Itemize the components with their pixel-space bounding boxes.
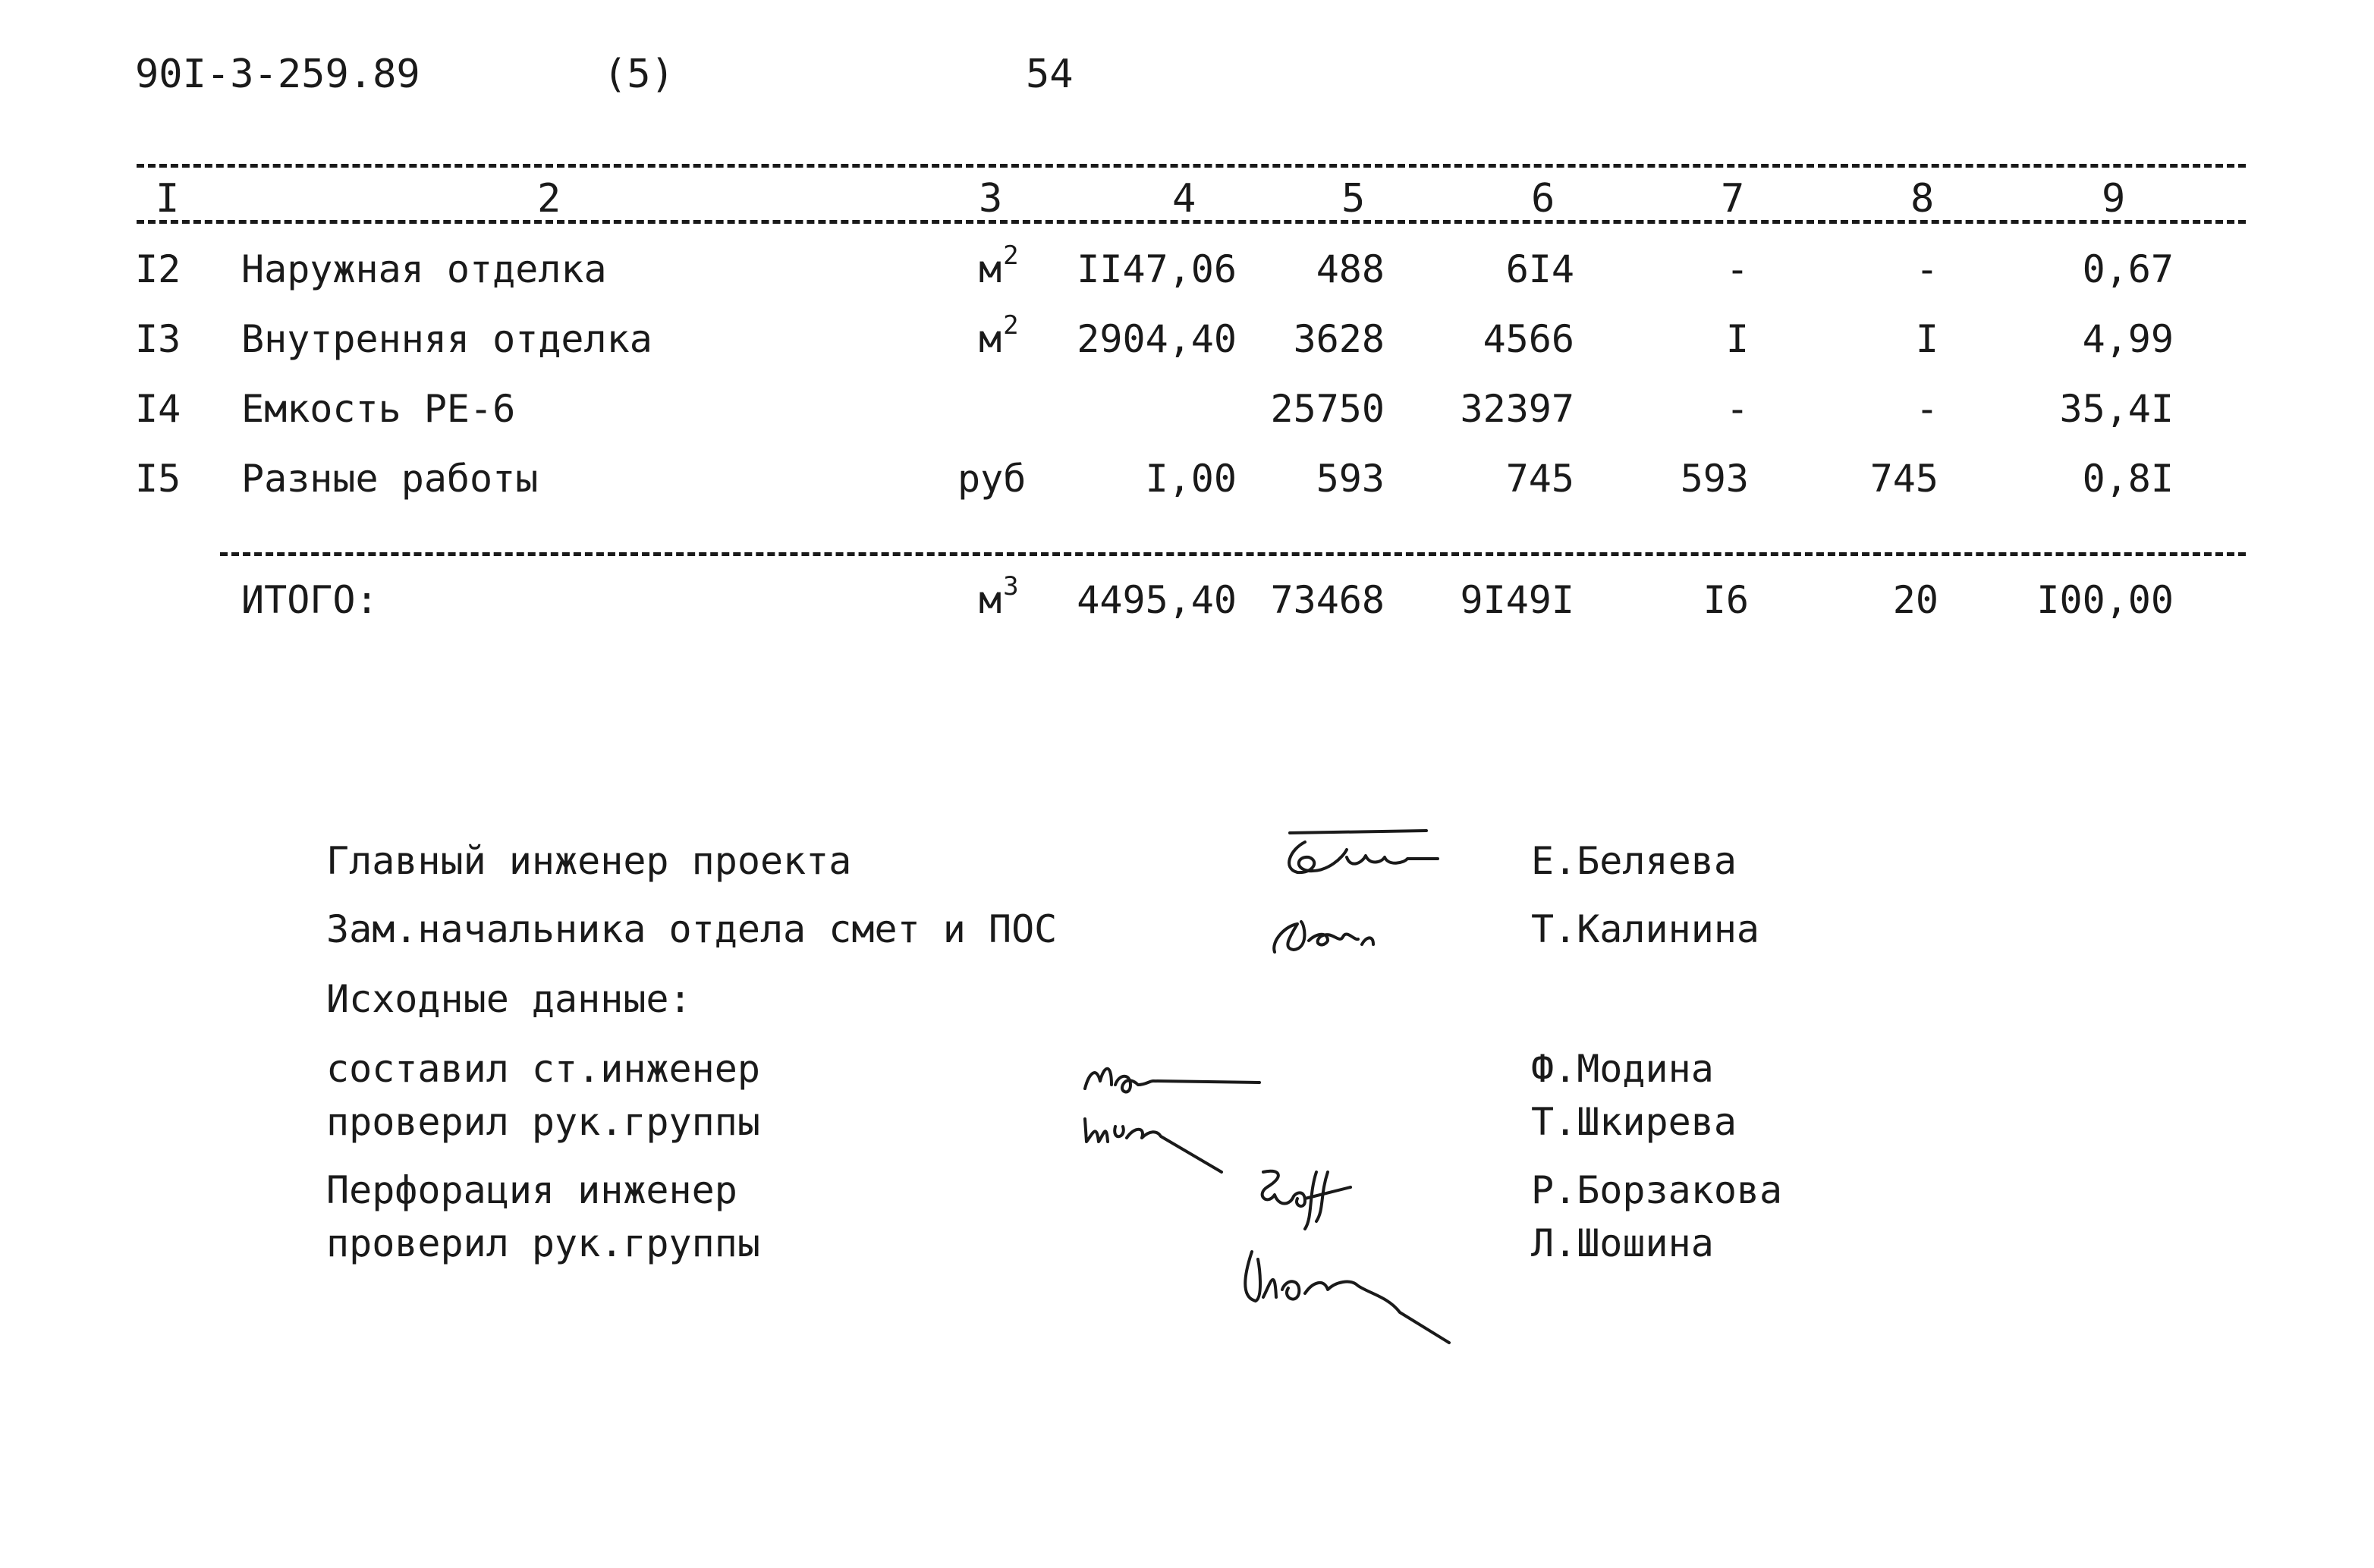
table-row bbox=[0, 457, 2374, 505]
document-code: 90I-3-259.89 bbox=[135, 52, 420, 97]
total-cost-7: I6 bbox=[1703, 578, 1749, 622]
total-unit: $м^3$ bbox=[979, 571, 1019, 622]
signatory-name: Т.Шкирева bbox=[1531, 1100, 1737, 1144]
table-row bbox=[0, 387, 2374, 435]
row-name: Наружная отделка bbox=[241, 247, 607, 291]
row-number: I3 bbox=[135, 317, 181, 361]
row-percent: 0,67 bbox=[2082, 247, 2174, 291]
signatory-name: Е.Беляева bbox=[1531, 839, 1737, 883]
row-percent: 0,8I bbox=[2082, 457, 2174, 501]
row-unit bbox=[979, 390, 980, 428]
row-cost-7: - bbox=[1725, 387, 1749, 431]
row-unit: $м^2$ bbox=[979, 240, 1019, 291]
signature-belyaeva bbox=[1275, 827, 1449, 888]
row-cost-5: 3628 bbox=[1293, 317, 1385, 361]
row-name: Емкость РЕ-6 bbox=[241, 387, 516, 431]
row-cost-7: I bbox=[1725, 317, 1749, 361]
row-quantity: II47,06 bbox=[1077, 247, 1237, 291]
table-total-row bbox=[0, 571, 2374, 627]
signature-borzakova bbox=[1244, 1164, 1411, 1233]
row-number: I5 bbox=[135, 457, 181, 501]
total-rule bbox=[220, 552, 2246, 556]
signatory-name: Т.Калинина bbox=[1531, 907, 1760, 951]
column-number: 7 bbox=[1721, 176, 1745, 222]
total-quantity: 4495,40 bbox=[1077, 578, 1237, 622]
row-cost-6: 6I4 bbox=[1505, 247, 1574, 291]
signature-role: Главный инженер проекта bbox=[326, 839, 852, 883]
column-number: 2 bbox=[537, 176, 561, 222]
row-quantity: 2904,40 bbox=[1077, 317, 1237, 361]
total-label: ИТОГО: bbox=[241, 578, 379, 622]
total-cost-6: 9I49I bbox=[1460, 578, 1574, 622]
table-top-rule bbox=[137, 164, 2246, 168]
row-unit: $м^2$ bbox=[979, 310, 1019, 361]
column-number: 5 bbox=[1341, 176, 1366, 222]
row-percent: 35,4I bbox=[2059, 387, 2174, 431]
column-number: 8 bbox=[1910, 176, 1935, 222]
signatory-name: Ф.Модина bbox=[1531, 1047, 1714, 1091]
row-cost-8: - bbox=[1915, 247, 1939, 291]
signature-kalinina bbox=[1267, 903, 1404, 963]
column-number: 3 bbox=[979, 176, 1003, 222]
row-cost-8: 745 bbox=[1869, 457, 1939, 501]
row-number: I4 bbox=[135, 387, 181, 431]
row-number: I2 bbox=[135, 247, 181, 291]
row-name: Разные работы bbox=[241, 457, 539, 501]
row-cost-5: 25750 bbox=[1270, 387, 1385, 431]
table-row bbox=[0, 310, 2374, 366]
row-cost-6: 4566 bbox=[1483, 317, 1574, 361]
total-percent: I00,00 bbox=[2036, 578, 2174, 622]
column-number: 6 bbox=[1531, 176, 1555, 222]
row-cost-7: - bbox=[1725, 247, 1749, 291]
signature-role: Зам.начальника отдела смет и ПОС bbox=[326, 907, 1058, 951]
row-name: Внутренняя отделка bbox=[241, 317, 652, 361]
row-cost-8: - bbox=[1915, 387, 1939, 431]
signature-role: проверил рук.группы bbox=[326, 1221, 760, 1265]
signatory-name: Р.Борзакова bbox=[1531, 1168, 1783, 1212]
total-cost-8: 20 bbox=[1892, 578, 1939, 622]
row-cost-5: 488 bbox=[1316, 247, 1385, 291]
row-cost-6: 745 bbox=[1505, 457, 1574, 501]
row-cost-8: I bbox=[1915, 317, 1939, 361]
column-number: 4 bbox=[1172, 176, 1196, 222]
signature-shkireva bbox=[1077, 1100, 1244, 1176]
column-number: I bbox=[156, 176, 180, 222]
row-unit: руб bbox=[957, 457, 1027, 501]
row-quantity: I,00 bbox=[1145, 457, 1237, 501]
sheet-number: (5) bbox=[603, 52, 674, 97]
signature-role: проверил рук.группы bbox=[326, 1100, 760, 1144]
row-cost-5: 593 bbox=[1316, 457, 1385, 501]
row-cost-7: 593 bbox=[1680, 457, 1749, 501]
total-cost-5: 73468 bbox=[1270, 578, 1385, 622]
row-cost-6: 32397 bbox=[1460, 387, 1574, 431]
signatory-name: Л.Шошина bbox=[1531, 1221, 1714, 1265]
column-number: 9 bbox=[2102, 176, 2126, 222]
signature-role: составил ст.инженер bbox=[326, 1047, 760, 1091]
table-row bbox=[0, 240, 2374, 296]
row-percent: 4,99 bbox=[2082, 317, 2174, 361]
signature-role: Перфорация инженер bbox=[326, 1168, 737, 1212]
page-number: 54 bbox=[1026, 52, 1074, 97]
section-heading: Исходные данные: bbox=[326, 977, 692, 1021]
signature-shoshina bbox=[1229, 1236, 1472, 1350]
